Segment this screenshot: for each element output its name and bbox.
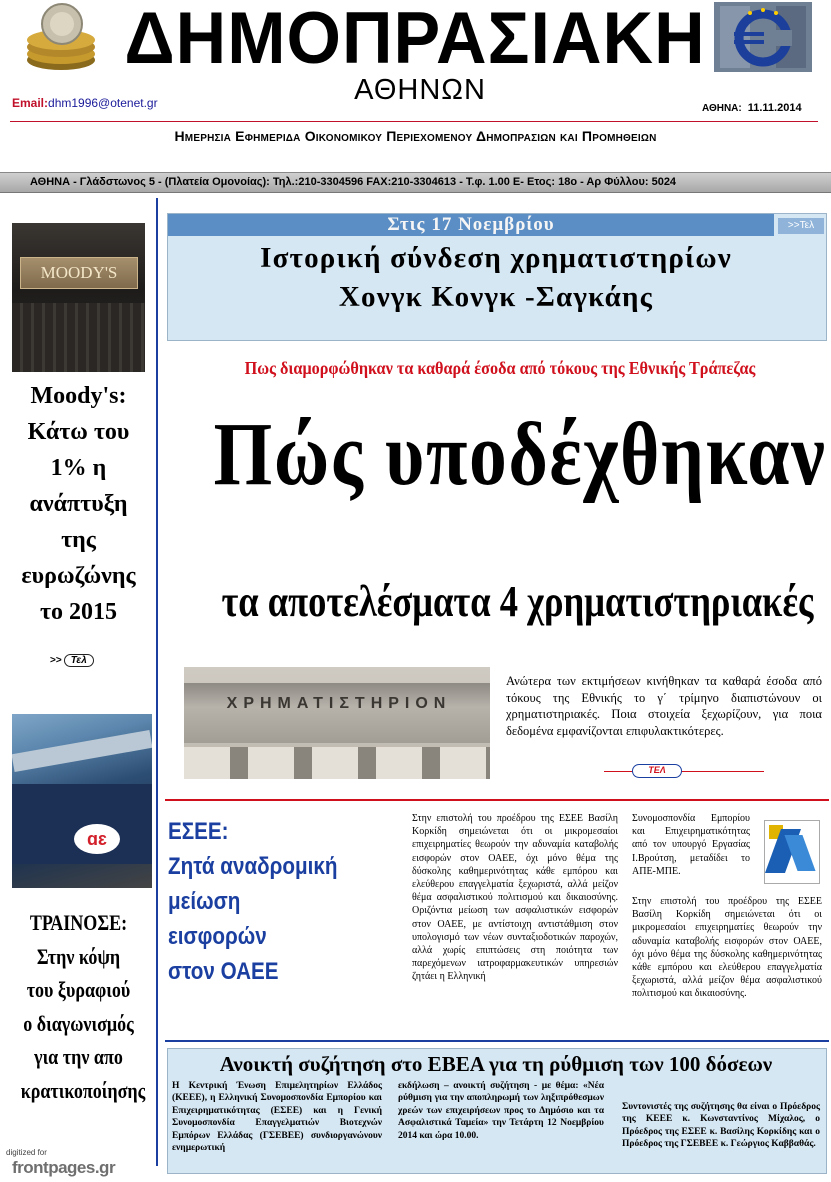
digitized-label: digitized for [6,1148,47,1157]
esee-headline-line: στον ΟΑΕΕ [168,958,279,985]
esee-column-1: Στην επιστολή του προέδρου της ΕΣΕΕ Βασίλη Κορκίδη σημειώνεται ότι οι μικρομεσαίοι επιχειρηματίες θεωρούν την αδυναμία καταβολής εισφορών στον ΟΑΕΕ, όχι μόνο θέμα της δύσκολης καθημερινότητας κάθε εμπόρου και ελεύθερου επαγγελματία ξεχωριστά, αλλά μείζον θέμα ασφαλιστικού πολιτισμού και δικαιοσύνης. Οριζόντια μείωση των ασφαλιστικών εισφορών στον ΟΑΕΕ, με αντίστοιχη αντιστάθμιση στον υπολογισμό των νέων συνταξιοδοτικών παροχών, αλλά χωρίς επιπτώσεις στη ποιότητα των παρεχόμενων ιατροφαρμακευτικών υπηρεσιών ζητάει η Ελληνική [412,813,618,983]
gold-coins-image [22,2,100,74]
trainose-headline-line: για την απο [34,1044,123,1069]
moodys-photo-stripes [12,303,145,372]
section-divider-blue [165,1040,829,1042]
trainose-headline-line: ο διαγωνισμός [23,1010,134,1036]
stock-exchange-photo [184,667,490,779]
tel-rule [604,771,764,772]
ebea-column-2: εκδήλωση – ανοικτή συζήτηση - με θέμα: «Νέα ρύθμιση για την αποπληρωμή των ληξιπρόθεσμων χρεών των επιχειρήσεων προς το Δημόσιο και τα Ασφαλιστικά Ταμεία» την Τετάρτη 12 Νοεμβρίου 2014 και ώρα 10.00. [398,1081,604,1141]
moodys-headline-line: 1% η [50,455,107,481]
train-photo[interactable] [12,714,152,888]
newspaper-title: ΔΗΜΟΠΡΑΣΙΑΚΗ [124,0,706,79]
subtitle-text: Ημερησια Εφημεριδα Οικονομικου Περιεχομενου Δημοπρασιων και Προμηθειων [174,128,657,144]
train-body [12,784,152,864]
esee-headline[interactable] [168,814,364,989]
ebea-column-3: Συντονιστές της συζήτησης θα είναι ο Πρόεδρος της ΚΕΕΕ κ. Κωνσταντίνος Μίχαλος, ο Πρόεδρος της ΕΣΕΕ κ. Βασίλης Κορκίδης και ο Πρόεδρος της ΓΣΕΒΕΕ κ. Γεώργιος Καββαθάς. [622,1102,820,1150]
esee-headline-line: εισφορών [168,923,267,950]
moodys-more-link[interactable] [50,654,94,667]
moodys-headline-line: ευρωζώνης [21,563,136,589]
moodys-headline-line: Moody's: [30,383,127,409]
newspaper-city: ΑΘΗΝΩΝ [354,74,486,106]
train-roof [12,730,152,772]
main-story-kicker: Πως διαμορφώθηκαν τα καθαρά έσοδα από τόκους της Εθνικής Τράπεζας [244,358,756,378]
main-story-more-link[interactable] [604,764,764,778]
top-story-more-link[interactable]: >>Τελ [778,218,824,234]
trainose-headline-line: του ξυραφιού [26,977,131,1002]
main-story-headline[interactable]: Πώς υποδέχθηκαν [213,405,827,504]
moodys-headline-line: ανάπτυξη [29,491,128,517]
ebea-column-1: Η Κεντρική Ένωση Επιμελητηρίων Ελλάδος (ΚΕΕΕ), η Ελληνική Συνομοσπονδία Εμπορίου και Επιχειρηματικότητας (ΕΣΕΕ) και η Γενική Συνομοσπονδία Επαγγελματιών Βιοτεχνών Εμπόρων Ελλάδας (ΓΣΕΒΕΕ) συνδιοργανώνουν ενημερωτική [172,1081,382,1154]
date-value: 11.11.2014 [747,102,802,114]
moodys-headline-line: της [61,527,96,553]
info-bar: ΑΘΗΝΑ - Γλάδστωνος 5 - (Πλατεία Ομονοίας): Τηλ.:210-3304596 FAX:210-3304613 - Τ.φ. 1.00 Ε- Ετος: 18ο - Αρ Φύλλου: 5024 [0,172,831,193]
top-story-date-bar: Στις 17 Νοεμβρίου [168,214,774,236]
esee-logo-icon [764,820,820,884]
header-divider [10,121,818,122]
trainose-headline-line: ΤΡΑΙΝΟΣΕ: [29,910,128,935]
esee-headline-line: Ζητά αναδρομική [168,853,338,880]
trainose-headline-line: κρατικοποίησης [20,1077,146,1103]
arrow-icon: >> [50,655,62,666]
moodys-headline-line: Κάτω του [27,419,130,445]
esee-headline-line: μείωση [168,888,241,915]
column-divider [156,198,158,1166]
issue-date [702,102,802,114]
moodys-headline[interactable] [8,378,149,630]
trainose-headline-line: Στην κόψη [36,943,121,969]
tel-badge: ΤΕΛ [632,764,682,778]
main-story-subheadline[interactable]: τα αποτελέσματα 4 χρηματιστηριακές [221,577,814,626]
date-label: ΑΘΗΝΑ: [702,103,742,114]
email-line [12,96,158,110]
frontpages-watermark: frontpages.gr [12,1158,116,1177]
section-divider-red [165,799,829,801]
trainose-logo: ɑɛ [74,824,120,854]
photo-frieze [184,683,490,743]
email-link[interactable]: dhm1996@otenet.gr [48,96,158,110]
tel-badge: Τελ [64,654,94,667]
moodys-headline-line: το 2015 [39,599,118,625]
photo-columns [184,747,490,779]
main-story-lead: Ανώτερα των εκτιμήσεων κινήθηκαν τα καθαρά έσοδα από τόκους της Εθνικής τo γ΄ τρίμηνο διαπιστώνουν οι χρηματιστηριακές. Ποια στοιχεία ξεχωρίζουν, για ποια δεδομένα εμφανίζονται επιφυλακτικότερες. [506,674,822,738]
trainose-headline[interactable] [20,906,146,1107]
top-story-headline-line2[interactable]: Χονγκ Κονγκ -Σαγκάης [338,281,654,313]
ebea-headline[interactable]: Ανοικτή συζήτηση στο ΕΒΕΑ για τη ρύθμιση των 100 δόσεων [219,1052,773,1076]
esee-headline-line: ΕΣΕΕ: [168,818,229,845]
euro-sign-image [714,2,812,72]
email-label: Email: [12,96,49,110]
moodys-photo[interactable] [12,223,145,372]
esee-column-2: Συνομοσπονδία Εμπορίου και Επιχειρηματικότητας από τον υπουργό Εργασίας Ι.Βρούτση, μεταδίδει το ΑΠΕ-ΜΠΕ. [632,813,750,877]
top-story-headline-line1[interactable]: Ιστορική σύνδεση χρηματιστηρίων [260,242,732,274]
esee-column-3: Στην επιστολή του προέδρου της ΕΣΕΕ Βασίλη Κορκίδη σημειώνεται ότι οι μικρομεσαίοι επιχειρηματίες θεωρούν την αδυναμία καταβολής εισφορών στον ΟΑΕΕ, όχι μόνο θέμα της δύσκολης καθημερινότητας κάθε εμπόρου και ελεύθερου επαγγελματία ξεχωριστά, αλλά μείζον θέμα ασφαλιστικού πολιτισμού και δικαιοσύνης. [632,896,822,1000]
moodys-logo-plate: MOODY'S [20,257,138,289]
photo-inscription: ΧΡΗΜΑΤΙΣΤΗΡΙΟΝ [226,695,452,712]
newspaper-subtitle [10,128,821,144]
